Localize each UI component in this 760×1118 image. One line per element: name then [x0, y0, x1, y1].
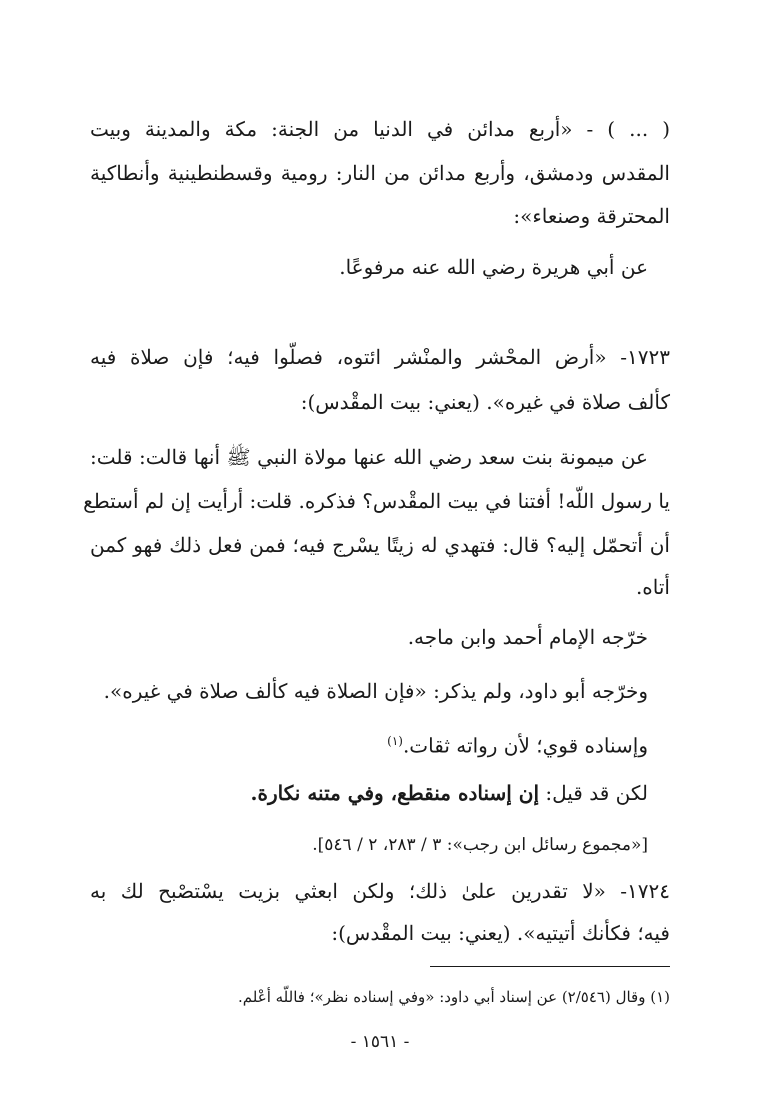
- takhrij-line-3: [90, 724, 648, 763]
- entry-1724-line-2: فيه؛ فكأنك أتيتيه». (يعني: بيت المقْدس):: [331, 921, 670, 945]
- entry-1723-narration-3: أن أتحمّل إليه؟ قال: فتهدي له زيتًا يسْرج فيه؛ فمن فعل ذلك فهو كمن: [90, 533, 670, 557]
- page-number: - ١٥٦١ -: [350, 1032, 410, 1052]
- critique-bold: إن إسناده منقطع، وفي متنه نكارة.: [250, 781, 540, 805]
- footnote-text: (١) وقال (٢/٥٤٦) عن إسناد أبي داود: «وفي إسناده نظر»؛ فاللّه أعْلم.: [238, 988, 670, 1006]
- source-reference: [«مجموع رسائل ابن رجب»: ٣ / ٢٨٣، ٢ / ٥٤٦].: [312, 835, 648, 855]
- entry-1723-line-2: كألف صلاة في غيره». (يعني: بيت المقْدس):: [300, 390, 670, 414]
- entry-1-narration: عن أبي هريرة رضي الله عنه مرفوعًا.: [339, 255, 648, 279]
- footnote-ref: (١): [387, 734, 403, 748]
- footnote-divider: [430, 966, 670, 967]
- isnad-text: وإسناده قوي؛ لأن رواته ثقات.: [402, 733, 648, 758]
- entry-1723-narration-4: أتاه.: [635, 575, 670, 599]
- critique-line: [90, 776, 648, 810]
- entry-1723-line-1: ١٧٢٣- «أرض المحْشر والمنْشر ائتوه، فصلّوا فيه؛ فإن صلاة فيه: [90, 345, 670, 369]
- entry-1723-narration-1: عن ميمونة بنت سعد رضي الله عنها مولاة النبي ﷺ أنها قالت: قلت:: [90, 445, 648, 469]
- entry-1724-line-1: ١٧٢٤- «لا تقدرين علىٰ ذلك؛ ولكن ابعثي بزيت يسْتصْبح لك به: [90, 879, 670, 903]
- entry-1-line-3: المحترقة وصنعاء»:: [513, 204, 670, 228]
- critique-prefix: لكن قد قيل:: [539, 781, 648, 805]
- takhrij-line-2: وخرّجه أبو داود، ولم يذكر: «فإن الصلاة فيه كألف صلاة في غيره».: [103, 679, 648, 703]
- entry-1-line-1: ( ... ) - «أربع مدائن في الدنيا من الجنة: مكة والمدينة وبيت: [90, 117, 670, 141]
- entry-1723-narration-2: يا رسول اللّه! أفتنا في بيت المقْدس؟ فذكره. قلت: أرأيت إن لم أستطع: [83, 489, 670, 513]
- entry-1-line-2: المقدس ودمشق، وأربع مدائن من النار: رومية وقسطنطينية وأنطاكية: [90, 161, 670, 185]
- takhrij-line-1: خرّجه الإمام أحمد وابن ماجه.: [407, 625, 648, 649]
